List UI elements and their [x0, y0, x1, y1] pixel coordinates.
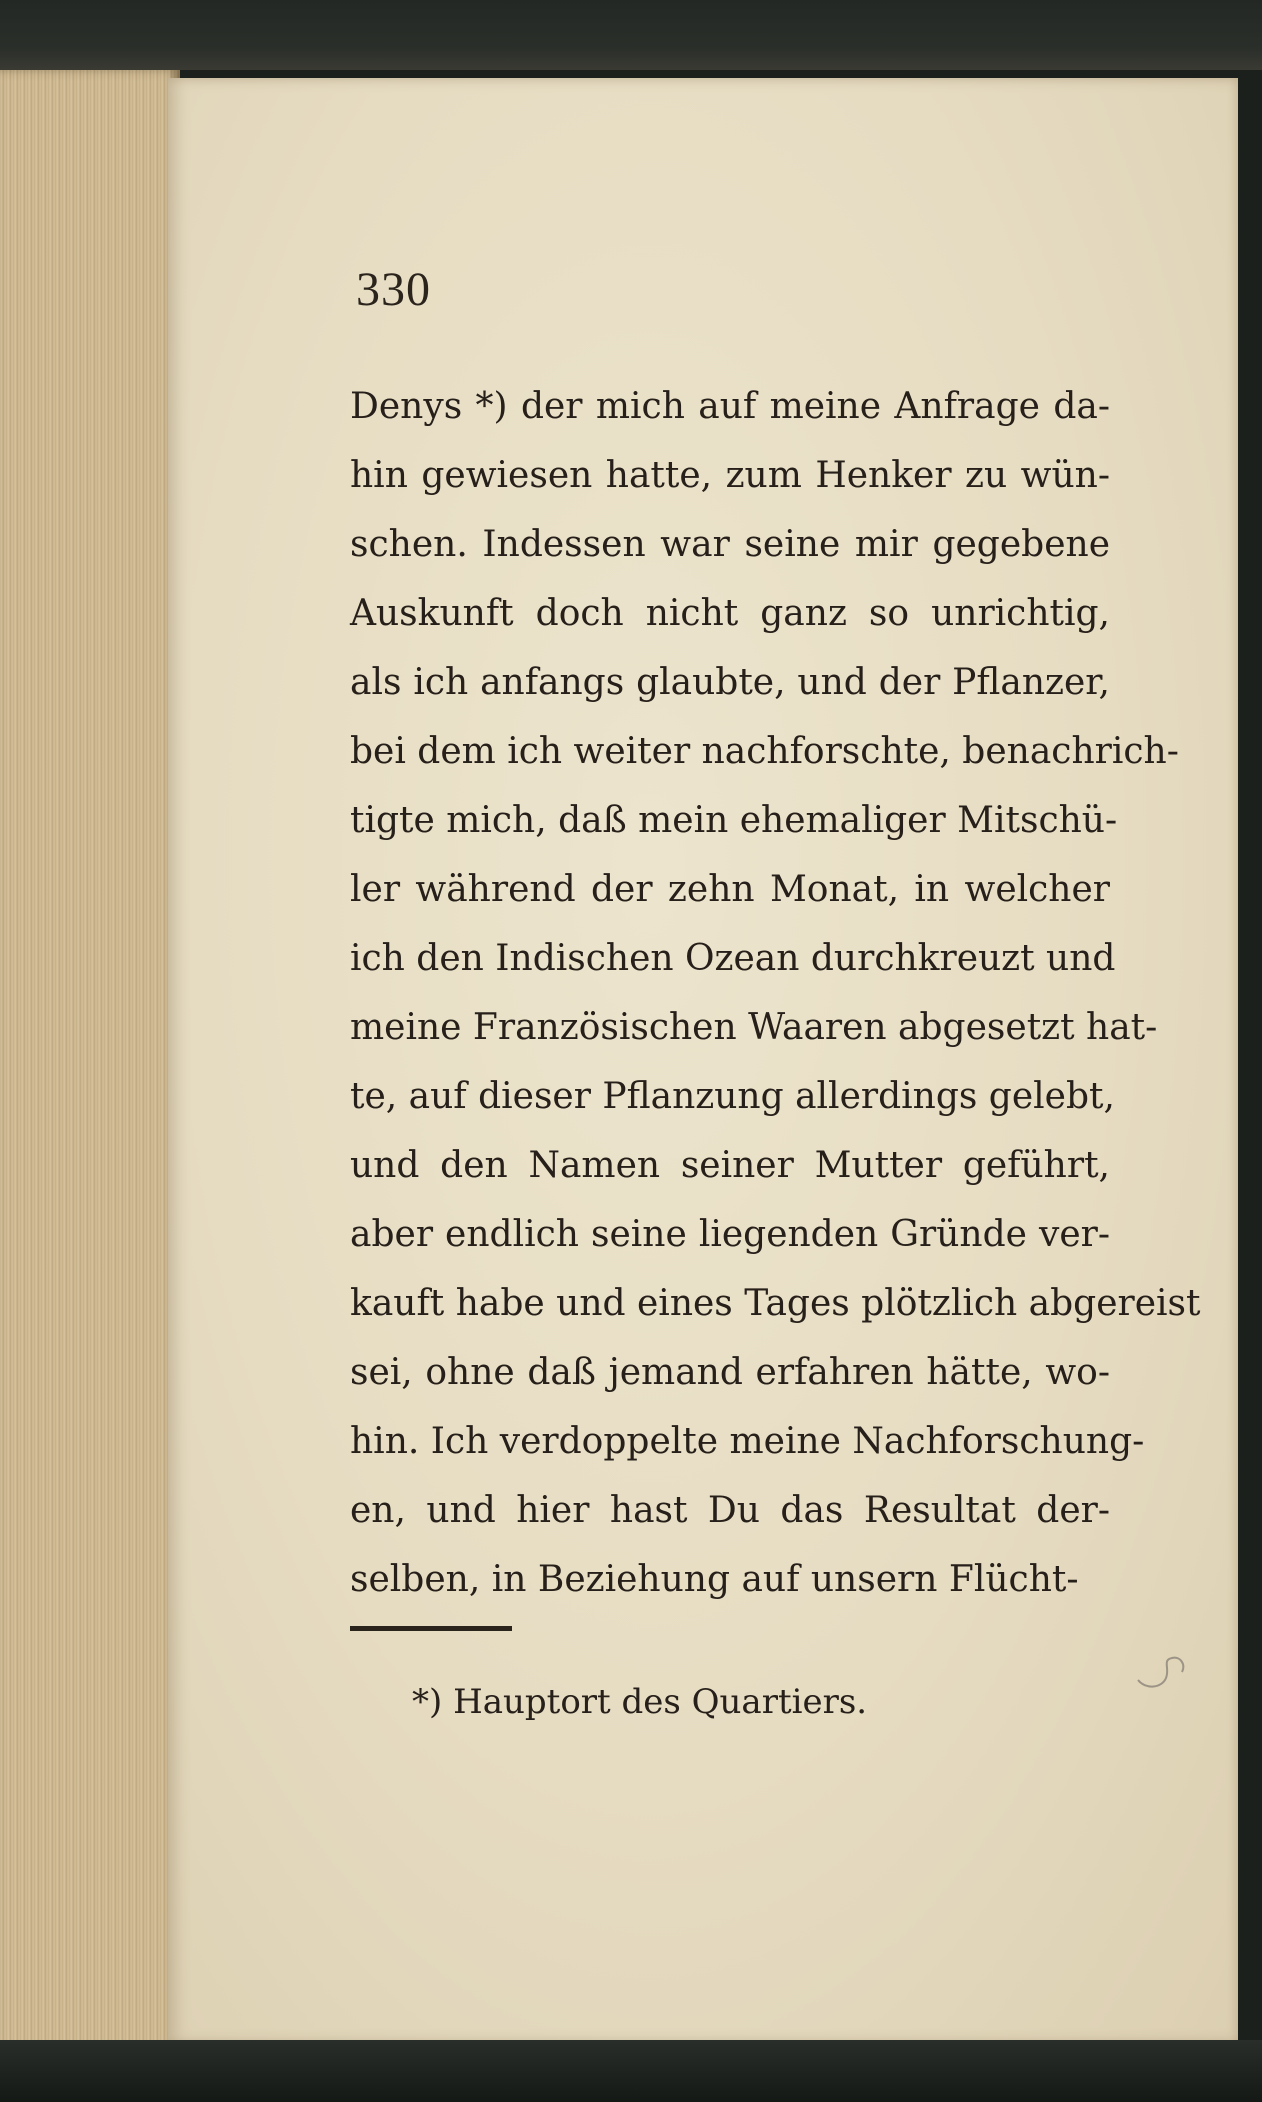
text-line: Denys *) der mich auf meine Anfrage da-	[350, 386, 1110, 427]
text-line: und den Namen seiner Mutter geführt,	[350, 1145, 1110, 1186]
text-line: Auskunft doch nicht ganz so unrichtig,	[350, 593, 1110, 634]
top-shadow	[0, 0, 1262, 70]
text-line: ler während der zehn Monat, in welcher	[350, 869, 1110, 910]
body-text	[350, 372, 1201, 1614]
text-line: bei dem ich weiter nachforschte, benachrich-	[350, 731, 1179, 772]
text-line: kauft habe und eines Tages plötzlich abgereist	[350, 1283, 1201, 1324]
text-line: sei, ohne daß jemand erfahren hätte, wo-	[350, 1352, 1110, 1393]
text-line: te, auf dieser Pflanzung allerdings gelebt,	[350, 1076, 1115, 1117]
text-line: hin. Ich verdoppelte meine Nachforschung-	[350, 1421, 1145, 1462]
text-line: meine Französischen Waaren abgesetzt hat-	[350, 1007, 1158, 1048]
bottom-shadow	[0, 2040, 1262, 2102]
text-line: ich den Indischen Ozean durchkreuzt und	[350, 938, 1116, 979]
text-line: hin gewiesen hatte, zum Henker zu wün-	[350, 455, 1110, 496]
text-line: en, und hier hast Du das Resultat der-	[350, 1490, 1110, 1531]
text-line: als ich anfangs glaubte, und der Pflanzer,	[350, 662, 1110, 703]
text-line: tigte mich, daß mein ehemaliger Mitschü-	[350, 800, 1118, 841]
text-line: schen. Indessen war seine mir gegebene	[350, 524, 1110, 565]
page-number: 330	[356, 263, 431, 316]
footnote: *) Hauptort des Quartiers.	[412, 1682, 868, 1722]
pencil-mark	[1132, 1650, 1192, 1694]
text-line: aber endlich seine liegenden Gründe ver-	[350, 1214, 1110, 1255]
page-block-edge	[0, 70, 180, 2050]
footnote-rule	[350, 1626, 512, 1631]
text-line: selben, in Beziehung auf unsern Flücht-	[350, 1559, 1079, 1600]
